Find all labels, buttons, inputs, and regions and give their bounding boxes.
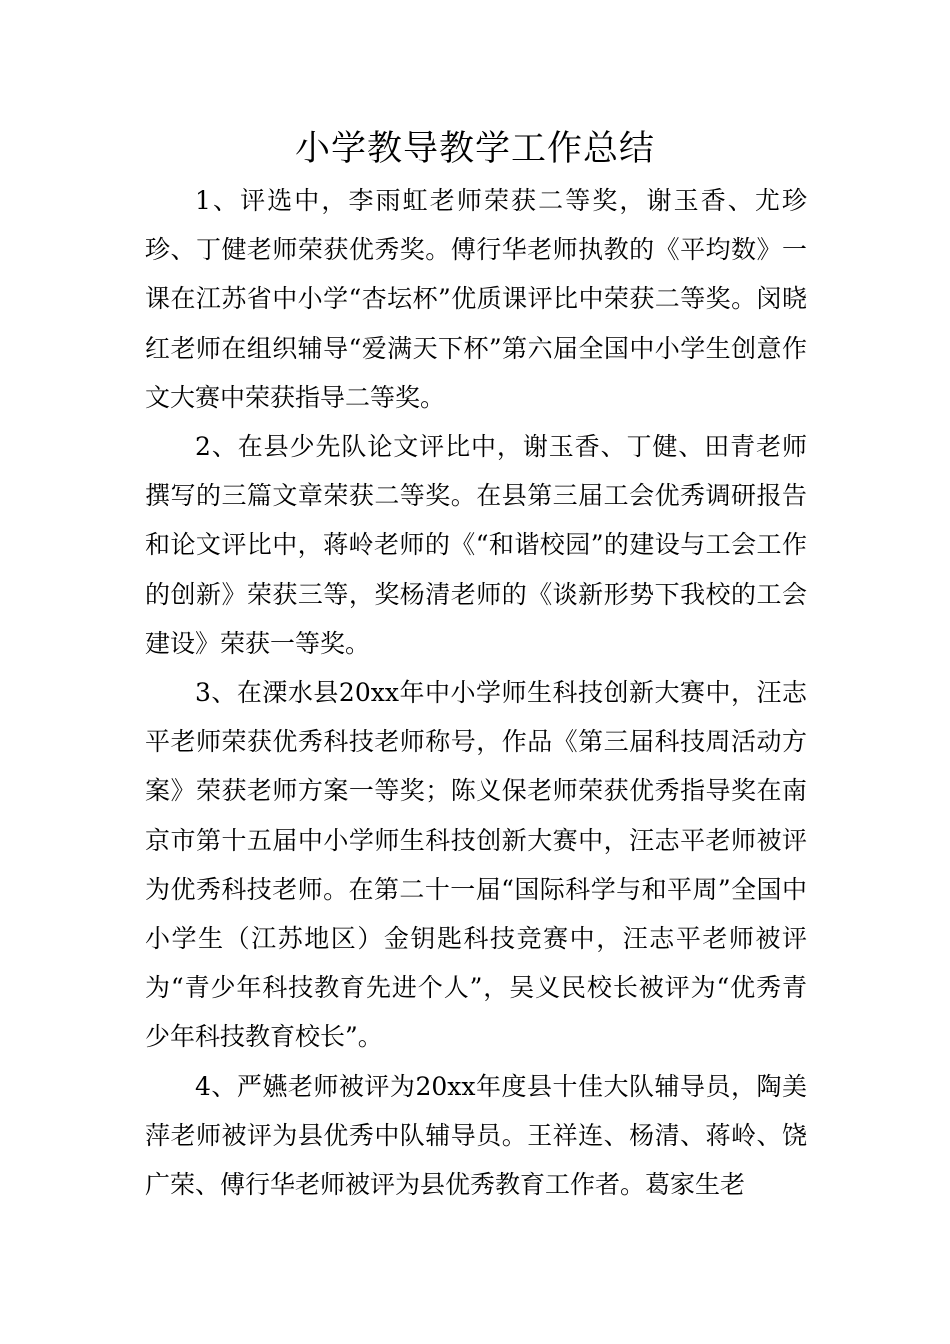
document-title: 小学教导教学工作总结 bbox=[294, 129, 655, 169]
paragraph-1: 1、评选中，李雨虹老师荣获二等奖，谢玉香、尤珍珍、丁健老师荣获优秀奖。傅行华老师执教的《平均数》一课在江苏省中小学“杏坛杯”优质课评比中荣获二等奖。闵晓红老师在组织辅导“爱满天下杯”第六届全国中小学生创意作文大赛中荣获指导二等奖。 bbox=[145, 186, 807, 412]
document-body bbox=[145, 176, 807, 1209]
paragraph-2: 2、在县少先队论文评比中，谢玉香、丁健、田青老师撰写的三篇文章荣获二等奖。在县第三届工会优秀调研报告和论文评比中，蒋岭老师的《“和谐校园”的建设与工会工作的创新》荣获三等，奖杨清老师的《谈新形势下我校的工会建设》荣获一等奖。 bbox=[145, 432, 807, 658]
paragraph-4: 4、严嬿老师被评为20xx年度县十佳大队辅导员，陶美萍老师被评为县优秀中队辅导员。王祥连、杨清、蒋岭、饶广荣、傅行华老师被评为县优秀教育工作者。葛家生老 bbox=[145, 1071, 807, 1200]
paragraph-3: 3、在溧水县20xx年中小学师生科技创新大赛中，汪志平老师荣获优秀科技老师称号，作品《第三届科技周活动方案》荣获老师方案一等奖；陈义保老师荣获优秀指导奖在南京市第十五届中小学师生科技创新大赛中，汪志平老师被评为优秀科技老师。在第二十一届“国际科学与和平周”全国中小学生（江苏地区）金钥匙科技竞赛中，汪志平老师被评为“青少年科技教育先进个人”，吴义民校长被评为“优秀青少年科技教育校长”。 bbox=[145, 678, 807, 1052]
